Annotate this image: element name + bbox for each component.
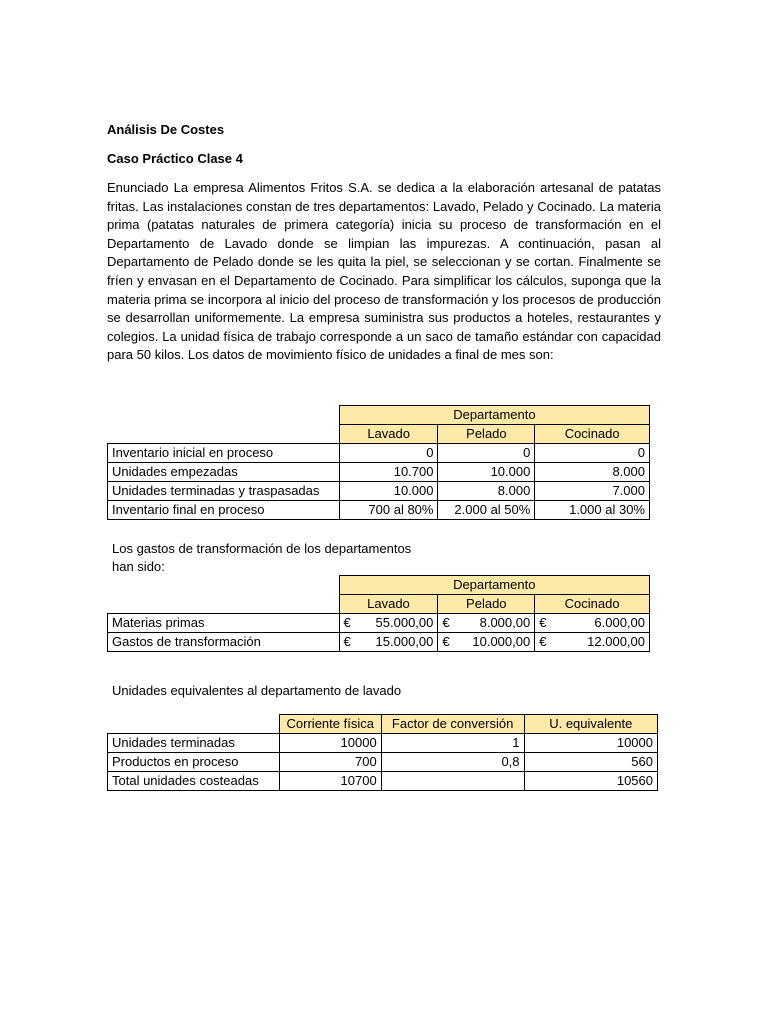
cell-value: 8.000,00 [479,615,531,630]
currency-symbol: € [343,615,351,630]
cell-value: 55.000,00 [375,615,434,630]
cell-value: 700 [279,753,381,772]
col-header-physical-flow: Corriente física [279,715,381,734]
col-header-conversion-factor: Factor de conversión [381,715,524,734]
cell-value: 12.000,00 [587,634,645,649]
cell-value: 1.000 al 30% [535,501,650,520]
cell-value [381,772,524,791]
cell-value: 1 [381,734,524,753]
table-row [108,482,650,501]
table-row [108,772,658,791]
currency-symbol: € [343,634,351,649]
currency-symbol: € [539,634,547,649]
col-header-lavado: Lavado [339,425,438,444]
row-label: Unidades empezadas [108,463,340,482]
document-title: Análisis De Costes [107,122,225,137]
col-header-lavado: Lavado [339,595,438,614]
department-group-header: Departamento [339,576,649,595]
cell-value: 10.000 [339,482,438,501]
table-row [108,633,650,652]
cell-value: 0 [535,444,650,463]
row-label: Inventario inicial en proceso [108,444,340,463]
currency-symbol: € [442,615,450,630]
cell-value: 0 [339,444,438,463]
costs-caption-line2: han sido: [112,559,165,574]
cell-value: 10700 [279,772,381,791]
cell-value: 10.700 [339,463,438,482]
cell-value: 0 [438,444,535,463]
currency-cell [535,633,650,652]
statement-paragraph: Enunciado La empresa Alimentos Fritos S.A. se dedica a la elaboración artesanal de patatas fritas. Las instalaciones constan de tres departamentos: Lavado, Pelado y Cocinado. La materia prima (patatas naturales de primera categoría) inicia su proceso de transformación en el Departamento de Lavado donde se limpian las impurezas. A continuación, pasan al Departamento de Pelado donde se les quita la piel, se seleccionan y se cortan. Finalmente se fríen y envasan en el Departamento de Cocinado. Para simplificar los cálculos, suponga que la materia prima se incorpora al inicio del proceso de transformación y los procesos de producción se desarrollan uniformemente. La empresa suministra sus productos a hoteles, restaurantes y colegios. La unidad física de trabajo corresponde a un saco de tamaño estándar con capacidad para 50 kilos. Los datos de movimiento físico de unidades a final de mes son: [107,180,661,363]
equivalent-units-table [107,714,658,791]
cell-value: 8.000 [535,463,650,482]
document-subtitle: Caso Práctico Clase 4 [107,151,243,166]
row-label: Unidades terminadas [108,734,280,753]
cell-value: 10.000,00 [472,634,531,649]
cell-value: 2.000 al 50% [438,501,535,520]
cell-value: 10000 [524,734,657,753]
cell-value: 560 [524,753,657,772]
cell-value: 0,8 [381,753,524,772]
col-header-equivalent-units: U. equivalente [524,715,657,734]
currency-cell [535,614,650,633]
cell-value: 6.000,00 [594,615,645,630]
equivalent-units-caption: Unidades equivalentes al departamento de lavado [112,683,402,698]
col-header-pelado: Pelado [438,425,535,444]
transformation-costs-table [107,575,650,652]
cell-value: 10000 [279,734,381,753]
currency-cell [339,614,438,633]
cell-value: 15.000,00 [375,634,434,649]
row-label: Unidades terminadas y traspasadas [108,482,340,501]
row-label: Productos en proceso [108,753,280,772]
cell-value: 7.000 [535,482,650,501]
department-group-header: Departamento [339,406,649,425]
col-header-cocinado: Cocinado [535,595,650,614]
table-row [108,734,658,753]
cell-value: 700 al 80% [339,501,438,520]
currency-symbol: € [442,634,450,649]
row-label: Gastos de transformación [108,633,340,652]
col-header-cocinado: Cocinado [535,425,650,444]
cell-value: 10560 [524,772,657,791]
currency-cell [438,614,535,633]
table-row [108,444,650,463]
table-row [108,753,658,772]
currency-cell [438,633,535,652]
row-label: Materias primas [108,614,340,633]
currency-symbol: € [539,615,547,630]
currency-cell [339,633,438,652]
row-label: Total unidades costeadas [108,772,280,791]
costs-caption-line1: Los gastos de transformación de los departamentos [112,541,412,556]
cell-value: 8.000 [438,482,535,501]
units-movement-table [107,405,650,520]
row-label: Inventario final en proceso [108,501,340,520]
table-row [108,501,650,520]
col-header-pelado: Pelado [438,595,535,614]
cell-value: 10.000 [438,463,535,482]
table-row [108,463,650,482]
table-row [108,614,650,633]
